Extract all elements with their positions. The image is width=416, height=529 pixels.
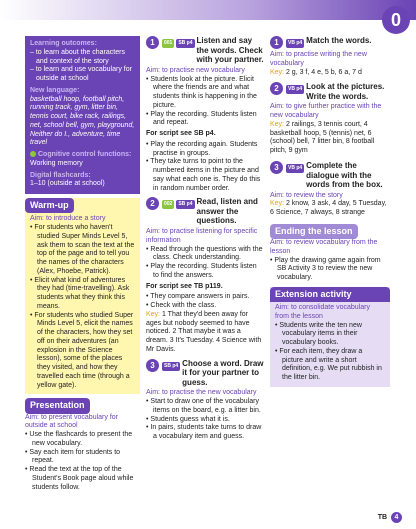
presentation-bullet: • Read the text at the top of the Student's Book page aloud while students follow.: [25, 466, 134, 491]
activity-3: [146, 359, 264, 442]
extension-bullet: • Students write the ten new vocabulary items in their vocabulary books.: [275, 321, 362, 347]
activity-bullet: • Play the recording. Students listen to find the answers.: [146, 263, 257, 279]
activity-key: Key: 1 That they'd been away for ages but nobody seemed to have noticed. 2 That maybe it was a dream. 3 It's Tuesday. 4 Science with Mr Davis.: [146, 310, 262, 353]
presentation-heading: Presentation: [25, 398, 90, 413]
activity-aim: Aim: to review the story: [270, 191, 343, 199]
extension-box: [270, 287, 390, 387]
activity-number: 3: [270, 161, 283, 174]
vb-activity-2: [270, 82, 390, 156]
warmup-aim: Aim: to introduce a story: [30, 215, 106, 223]
activity-title: Listen and say the words. Check with your partner.: [196, 36, 264, 65]
warmup-bullet: • Elicit what kind of adventures they had (time-travelling). Ask students what they think this means.: [30, 276, 130, 310]
ending-bullet: • Play the drawing game again from SB Activity 3 to review the new vocabulary.: [270, 256, 381, 282]
activity-title: Read, listen and answer the questions.: [196, 197, 258, 226]
warmup-box: [25, 198, 140, 394]
outcome-item: – to learn and use vocabulary for outside at school: [30, 66, 132, 82]
digital-flashcards-text: 1–10 (outside at school): [30, 180, 105, 188]
audio-track-badge: 002: [164, 201, 173, 208]
activity-number: 1: [270, 36, 283, 49]
activity-number: 1: [146, 36, 159, 49]
activity-title: Match the words.: [306, 36, 372, 45]
activity-number: 2: [146, 197, 159, 210]
activity-bullet: • In pairs, students take turns to draw a vocabulary item and guess.: [146, 424, 262, 441]
page-footer: [378, 512, 402, 523]
activity-1: [146, 36, 264, 193]
vb-page-badge: VB p4: [288, 164, 303, 171]
vb-activity-3: [270, 161, 390, 218]
new-language-heading: New language:: [30, 86, 80, 94]
activity-bullet: • They compare answers in pairs.: [146, 293, 250, 301]
presentation-bullet: • Say each item for students to repeat.: [25, 448, 121, 465]
activity-bullet: • Play the recording. Students listen and repeat.: [146, 110, 257, 127]
cognitive-text: Working memory: [30, 159, 83, 167]
vb-activity-1: [270, 36, 390, 77]
learning-outcomes-heading: Learning outcomes:: [30, 40, 97, 47]
activity-aim: Aim: to practise listening for specific information: [146, 228, 258, 244]
presentation-bullet: • Use the flashcards to present the new vocabulary.: [25, 431, 133, 447]
script-reference: For script see SB p4.: [146, 130, 216, 138]
sb-page-badge: SB p4: [178, 40, 193, 46]
learning-outcomes-box: [25, 36, 140, 194]
sb-page-badge: SB p4: [164, 362, 179, 369]
activity-bullet: • Start to draw one of the vocabulary items on the board, e.g. a litter bin.: [146, 398, 261, 414]
cognitive-heading: Cognitive control functions:: [30, 151, 135, 160]
activity-bullet: • Play the recording again. Students practise in groups.: [146, 140, 258, 157]
page-number: 4: [391, 512, 402, 523]
column-2: [146, 36, 264, 442]
activity-bullet: • Read through the questions with the class. Check understanding.: [146, 245, 263, 262]
activity-aim: Aim: to practise the new vocabulary: [146, 389, 257, 397]
digital-flashcards-heading: Digital flashcards:: [30, 171, 91, 179]
footer-label: TB: [377, 514, 388, 521]
script-reference: For script see TB p119.: [146, 282, 223, 290]
activity-key: Key: 2 know, 3 ask, 4 day, 5 Tuesday, 6 Science, 7 always, 8 strange: [270, 200, 387, 217]
activity-title: Look at the pictures. Write the words.: [306, 82, 385, 101]
warmup-bullet: • For students who haven't studied Super Minds Level 5, ask them to scan the text at the top of the page and to tell you the names of the characters (Alex, Phoebe, Patrick).: [30, 224, 135, 275]
header-band: [0, 0, 416, 20]
activity-title: Complete the dialogue with the words from the box.: [306, 160, 383, 190]
extension-bullet: • For each item, they draw a picture and write a short definition, e.g. We put rubbish in the litter bin.: [275, 347, 382, 382]
outcome-item: – to learn about the characters and context of the story: [30, 48, 125, 65]
unit-number-badge: 0: [382, 6, 410, 34]
activity-number: 3: [146, 359, 159, 372]
extension-heading: Extension activity: [270, 287, 390, 302]
audio-track-badge: 001: [164, 40, 173, 46]
activity-bullet: • Students guess what it is.: [146, 415, 230, 423]
activity-bullet: • They take turns to point to the numbered items in the picture and say what each one is. They do this in random number order.: [146, 158, 261, 192]
warmup-bullet: • For students who studied Super Minds Level 5, elicit the names of the characters, how they set off on their adventures (an explosion in the Science lesson), some of the places they visited, and how they travelled each time (through a yellow gate).: [30, 311, 134, 389]
activity-2: [146, 197, 264, 354]
activity-key: Key: 2 railings, 3 tennis court, 4 basketball hoop, 5 (tennis) net, 6 (school) bell, 7 litter bin, 8 football pitch, 9 gym: [270, 120, 375, 155]
sb-page-badge: SB p4: [178, 201, 193, 208]
column-1: [25, 36, 140, 492]
activity-title: Choose a word. Draw it for your partner to guess.: [182, 358, 264, 387]
activity-number: 2: [270, 82, 283, 95]
cognitive-icon: [30, 151, 36, 157]
activity-aim: Aim: to practise writing the new vocabulary: [270, 51, 367, 67]
extension-aim: Aim: to consolidate vocabulary from the lesson: [275, 304, 370, 320]
activity-bullet: • Check with the class.: [146, 302, 217, 310]
column-3: [270, 36, 390, 387]
new-language-text: basketball hoop, football pitch, running track, gym, litter bin, tennis court, bike rack, railings, net, school bell, gym, playground, Neither do I., adventure, time travel: [30, 95, 135, 147]
activity-aim: Aim: to practise new vocabulary: [146, 66, 245, 74]
activity-aim: Aim: to give further practice with the new vocabulary: [270, 103, 382, 120]
vb-page-badge: VB p4: [288, 86, 303, 93]
presentation-section: [25, 398, 140, 492]
ending-heading: Ending the lesson: [270, 224, 358, 239]
warmup-heading: Warm-up: [25, 198, 74, 213]
activity-bullet: • Students look at the picture. Elicit where the friends are and what students think is happening in the picture.: [146, 75, 257, 109]
ending-aim: Aim: to review vocabulary from the lesson: [270, 239, 378, 255]
activity-key: Key: 2 g, 3 f, 4 e, 5 b, 6 a, 7 d: [270, 68, 362, 76]
vb-page-badge: VB p4: [288, 40, 303, 46]
ending-section: [270, 224, 390, 283]
presentation-aim: Aim: to present vocabulary for outside at school: [25, 413, 118, 430]
